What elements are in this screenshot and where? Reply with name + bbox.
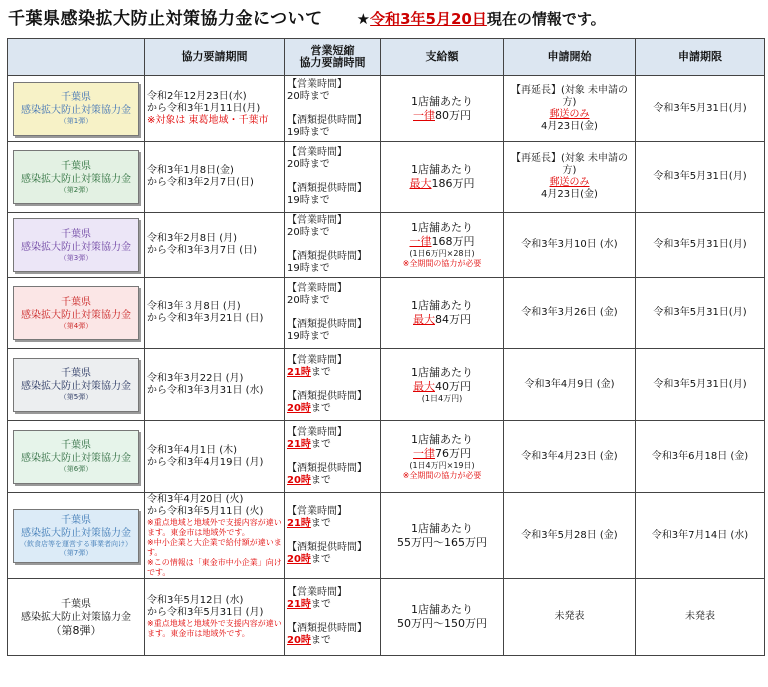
phase-card (13, 509, 139, 563)
hours-suffix: まで (310, 402, 331, 414)
period-line: から令和3年3月7日 (日) (147, 245, 258, 256)
hours-cell (285, 278, 381, 349)
header-cell-start: 申請開始 (504, 39, 636, 76)
period-cell (145, 579, 285, 656)
hours-spacer (287, 171, 378, 183)
hours-suffix: まで (310, 438, 331, 450)
header-hours-line2: 協力要請時間 (299, 56, 366, 69)
amount-unit: 1店舗あたり (411, 521, 473, 535)
hours-line (287, 367, 378, 379)
hours-cell (285, 349, 381, 421)
phase-card (13, 82, 139, 136)
hours-line: 【営業時間】 (287, 354, 347, 366)
hours-line: 【酒類提供時間】 (287, 114, 367, 126)
phase-card-label: （第8弾） (50, 623, 102, 637)
page-header (8, 4, 768, 30)
amount-breakdown: (1日4万円) (421, 393, 463, 403)
deadline-cell: 未発表 (636, 579, 765, 656)
phase-card-label: （第5弾） (59, 393, 93, 401)
hours-line: 【酒類提供時間】 (287, 623, 367, 634)
phase-card-label: （第1弾） (59, 117, 93, 125)
start-line: 令和3年4月9日 (金) (524, 378, 615, 390)
deadline-cell: 令和3年5月31日(月) (636, 349, 765, 421)
header-hours-line1: 営業短縮 (310, 44, 355, 57)
table-row (8, 493, 765, 579)
amount-unit: 1店舗あたり (411, 603, 473, 616)
hours-line: 【営業時間】 (287, 215, 347, 226)
hours-spacer (287, 611, 378, 623)
subsidy-table (7, 38, 765, 656)
hours-time-highlight: 20時 (287, 402, 311, 414)
phase-card-name: 感染拡大防止対策協力金 (21, 381, 131, 392)
phase-card-cell (8, 349, 145, 421)
star-marker: ★ (356, 10, 371, 28)
amount-value: 55万円～165万円 (397, 535, 487, 549)
hours-line (287, 439, 378, 451)
table-row (8, 213, 765, 278)
header-cell-deadline: 申請期限 (636, 39, 765, 76)
hours-time-highlight: 21時 (287, 438, 311, 450)
period-cell (145, 213, 285, 278)
hours-line (287, 635, 378, 647)
amount-cell (381, 579, 504, 656)
hours-suffix: まで (310, 517, 331, 529)
phase-card-cell (8, 76, 145, 142)
amount-number: 186万円 (431, 177, 475, 190)
hours-suffix: まで (310, 553, 331, 565)
phase-card (13, 150, 139, 204)
hours-cell (285, 76, 381, 142)
period-note: ※重点地域と地域外で支援内容が違います。東金市は地域外です。 (147, 517, 282, 537)
amount-breakdown: (1日6万円×28日) (409, 249, 475, 258)
hours-line: 【営業時間】 (287, 587, 347, 598)
amount-unit: 1店舗あたり (411, 163, 473, 176)
deadline-cell: 令和3年5月31日(月) (636, 76, 765, 142)
phase-card-name: 感染拡大防止対策協力金 (21, 173, 131, 185)
period-line: から令和3年1月11日(月) (147, 102, 261, 114)
header-cell-amount: 支給額 (381, 39, 504, 76)
phase-card-cell (8, 278, 145, 349)
start-line: 令和3年3月26日 (金) (521, 307, 618, 318)
amount-cell (381, 278, 504, 349)
amount-value (383, 380, 501, 394)
hours-cell (285, 213, 381, 278)
period-line: 令和3年4月1日 (木) (147, 444, 238, 456)
hours-line: 20時まで (287, 90, 330, 102)
start-line: 郵送のみ (549, 108, 590, 120)
hours-time-highlight: 21時 (287, 366, 311, 378)
start-line: 郵送のみ (549, 177, 590, 188)
amount-number: 80万円 (435, 108, 471, 122)
start-line: 令和3年5月28日 (金) (521, 529, 618, 541)
hours-cell (285, 421, 381, 493)
amount-value (383, 235, 501, 249)
period-cell (145, 142, 285, 213)
period-note: ※対象は 東葛地域・千葉市 (147, 114, 269, 126)
phase-card-prefecture: 千葉県 (61, 296, 91, 308)
hours-spacer (287, 379, 378, 391)
period-line: 令和3年5月12日 (水) (147, 595, 244, 606)
phase-card-prefecture: 千葉県 (61, 228, 91, 240)
hours-time-highlight: 21時 (287, 599, 311, 610)
start-line: 4月23日(金) (541, 189, 598, 200)
amount-cell (381, 493, 504, 579)
start-line: 【再延長】(対象 未申請の方) (510, 84, 629, 108)
period-note: ※この情報は「東金市中小企業」向けです。 (147, 557, 282, 577)
phase-card-sublabel: （第7弾） (59, 548, 93, 557)
amount-qualifier: 一律 (409, 235, 432, 248)
phase-card-prefecture: 千葉県 (61, 598, 91, 610)
period-line: 令和3年2月8日 (月) (147, 233, 238, 244)
phase-card (10, 598, 142, 637)
period-line: 令和3年３月8日 (月) (147, 301, 241, 312)
phase-card-label: （第4弾） (59, 321, 93, 330)
phase-card-prefecture: 千葉県 (61, 514, 91, 526)
phase-card (13, 286, 139, 340)
hours-line (287, 599, 378, 611)
phase-card-cell (8, 142, 145, 213)
phase-card-label: （第6弾） (59, 465, 93, 473)
hours-suffix: まで (310, 599, 331, 610)
period-line: から令和3年4月19日 (月) (147, 456, 264, 468)
amount-condition: ※全期間の協力が必要 (402, 259, 482, 268)
phase-card-cell (8, 493, 145, 579)
hours-suffix: まで (310, 635, 331, 646)
hours-line (287, 475, 378, 487)
amount-number: 168万円 (431, 235, 475, 248)
period-line: 令和3年4月20日 (火) (147, 493, 244, 505)
amount-cell (381, 213, 504, 278)
hours-line: 【酒類提供時間】 (287, 183, 367, 194)
phase-card-label: （飲食店等を運営する事業者向け） (20, 539, 132, 548)
phase-card-name: 感染拡大防止対策協力金 (21, 105, 131, 116)
hours-spacer (287, 239, 378, 251)
amount-qualifier: 最大 (413, 379, 435, 393)
period-line: から令和3年5月31日 (月) (147, 607, 264, 618)
start-cell (504, 213, 636, 278)
phase-card-cell (8, 421, 145, 493)
hours-line: 【酒類提供時間】 (287, 251, 367, 262)
start-cell (504, 76, 636, 142)
amount-cell (381, 421, 504, 493)
amount-value (383, 177, 501, 191)
hours-time-highlight: 21時 (287, 517, 311, 529)
start-cell (504, 493, 636, 579)
start-line: 【再延長】(対象 未申請の方) (510, 153, 629, 176)
hours-line: 20時まで (287, 227, 330, 238)
period-cell (145, 278, 285, 349)
amount-unit: 1店舗あたり (411, 221, 473, 234)
period-note: ※中小企業と大企業で給付額が違います。 (147, 537, 282, 557)
phase-card-label: （第2弾） (59, 185, 93, 194)
start-line: 4月23日(金) (541, 120, 598, 132)
period-line: 令和3年3月22日 (月) (147, 372, 244, 384)
hours-line: 19時まで (287, 195, 330, 206)
page-title: 千葉県感染拡大防止対策協力金について (8, 9, 323, 29)
hours-cell (285, 579, 381, 656)
amount-unit: 1店舗あたり (411, 94, 473, 108)
period-line: から令和3年3月21日 (日) (147, 313, 264, 324)
period-cell (145, 421, 285, 493)
hours-line: 【酒類提供時間】 (287, 541, 367, 553)
start-cell (504, 278, 636, 349)
hours-spacer (287, 103, 378, 115)
phase-card-name: 感染拡大防止対策協力金 (21, 309, 131, 321)
hours-line (287, 403, 378, 415)
table-row (8, 579, 765, 656)
period-line: 令和3年1月8日(金) (147, 165, 234, 176)
start-cell (504, 142, 636, 213)
table-row (8, 421, 765, 493)
hours-line: 【酒類提供時間】 (287, 319, 367, 330)
phase-card-prefecture: 千葉県 (61, 368, 91, 379)
phase-card-cell (8, 579, 145, 656)
hours-line: 19時まで (287, 126, 330, 138)
period-line: から令和3年2月7日(日) (147, 177, 254, 188)
amount-value (383, 109, 501, 123)
start-line: 未発表 (554, 611, 585, 622)
hours-line: 20時まで (287, 159, 330, 170)
amount-qualifier: 最大 (413, 313, 435, 326)
header-cell-period: 協力要請期間 (145, 39, 285, 76)
hours-line: 【酒類提供時間】 (287, 462, 367, 474)
hours-line: 【営業時間】 (287, 78, 347, 90)
phase-card (13, 358, 139, 412)
hours-spacer (287, 307, 378, 319)
start-cell (504, 349, 636, 421)
period-cell (145, 493, 285, 579)
amount-condition: ※全期間の協力が必要 (402, 470, 482, 480)
amount-number: 40万円 (435, 379, 471, 393)
amount-number: 84万円 (435, 313, 471, 326)
hours-line: 【営業時間】 (287, 505, 347, 517)
hours-line: 【営業時間】 (287, 147, 347, 158)
period-line: から令和3年3月31日 (水) (147, 384, 264, 396)
hours-time-highlight: 20時 (287, 474, 311, 486)
amount-cell (381, 349, 504, 421)
start-line: 令和3年4月23日 (金) (521, 450, 618, 462)
hours-suffix: まで (310, 366, 331, 378)
info-date-note (357, 8, 606, 29)
table-row (8, 349, 765, 421)
period-note: ※重点地域と地域外で支援内容が違います。東金市は地域外です。 (147, 619, 282, 638)
deadline-cell: 令和3年5月31日(月) (636, 142, 765, 213)
phase-card (13, 218, 139, 272)
hours-line: 【営業時間】 (287, 283, 347, 294)
amount-qualifier: 最大 (409, 177, 432, 190)
hours-suffix: まで (310, 474, 331, 486)
period-line: 令和2年12月23日(水) (147, 90, 247, 102)
amount-qualifier: 一律 (413, 108, 435, 122)
amount-value: 50万円～150万円 (397, 617, 487, 630)
period-cell (145, 349, 285, 421)
deadline-cell: 令和3年7月14日 (水) (636, 493, 765, 579)
hours-line: 19時まで (287, 263, 330, 274)
table-row (8, 142, 765, 213)
start-cell (504, 579, 636, 656)
table-row (8, 278, 765, 349)
amount-number: 76万円 (435, 446, 471, 460)
phase-card-name: 感染拡大防止対策協力金 (21, 453, 131, 464)
amount-cell (381, 142, 504, 213)
hours-line: 19時まで (287, 331, 330, 342)
phase-card-name: 感染拡大防止対策協力金 (21, 241, 131, 253)
amount-cell (381, 76, 504, 142)
phase-card-name: 感染拡大防止対策協力金 (21, 527, 131, 539)
hours-line: 20時まで (287, 295, 330, 306)
hours-time-highlight: 20時 (287, 553, 311, 565)
amount-unit: 1店舗あたり (411, 299, 473, 312)
phase-card-prefecture: 千葉県 (61, 160, 91, 172)
start-line: 令和3年3月10日 (水) (521, 239, 618, 250)
table-row (8, 76, 765, 142)
info-date-suffix: 現在の情報です。 (486, 10, 606, 28)
hours-spacer (287, 451, 378, 463)
amount-unit: 1店舗あたり (411, 365, 473, 379)
deadline-cell: 令和3年6月18日 (金) (636, 421, 765, 493)
hours-cell (285, 142, 381, 213)
phase-card-prefecture: 千葉県 (61, 440, 91, 451)
phase-card-name: 感染拡大防止対策協力金 (21, 611, 131, 623)
hours-line (287, 518, 378, 530)
start-cell (504, 421, 636, 493)
hours-line: 【酒類提供時間】 (287, 390, 367, 402)
info-date: 令和3年5月20日 (370, 10, 487, 28)
amount-breakdown: (1日4万円×19日) (409, 460, 475, 470)
header-cell-blank (8, 39, 145, 76)
period-cell (145, 76, 285, 142)
amount-qualifier: 一律 (413, 446, 435, 460)
phase-card-cell (8, 213, 145, 278)
phase-card-label: （第3弾） (59, 253, 93, 262)
hours-line: 【営業時間】 (287, 426, 347, 438)
amount-value (383, 447, 501, 461)
hours-line (287, 554, 378, 566)
amount-value (383, 313, 501, 327)
phase-card (13, 430, 139, 484)
amount-unit: 1店舗あたり (411, 432, 473, 446)
table-header-row (8, 39, 765, 76)
period-line: から令和3年5月11日 (火) (147, 505, 264, 517)
hours-cell (285, 493, 381, 579)
deadline-cell: 令和3年5月31日(月) (636, 213, 765, 278)
header-cell-hours (285, 39, 381, 76)
phase-card-prefecture: 千葉県 (61, 92, 91, 103)
deadline-cell: 令和3年5月31日(月) (636, 278, 765, 349)
hours-time-highlight: 20時 (287, 635, 311, 646)
hours-spacer (287, 530, 378, 542)
